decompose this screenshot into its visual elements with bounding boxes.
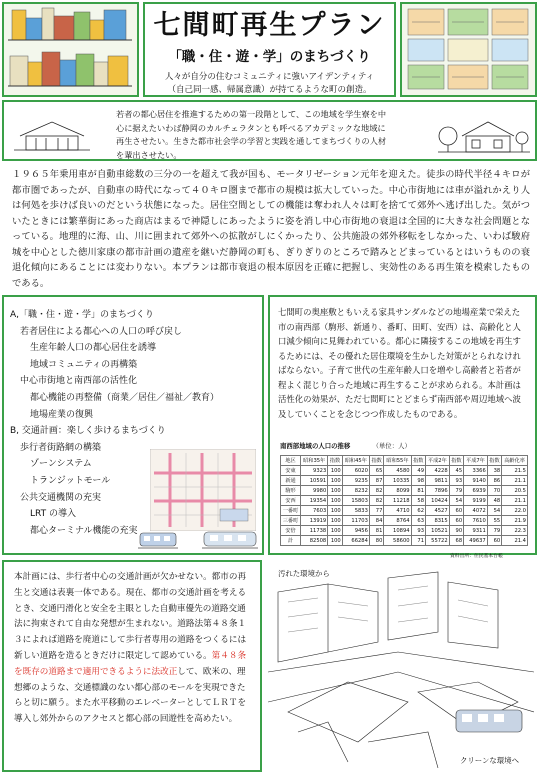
table-cell: 21.1 bbox=[502, 476, 528, 486]
table-cell: 21.5 bbox=[502, 466, 528, 476]
table-cell: 9811 bbox=[426, 476, 450, 486]
street-map bbox=[150, 449, 256, 531]
table-cell: 98 bbox=[411, 476, 425, 486]
table-cell: 7603 bbox=[301, 506, 328, 516]
table-cell: 48 bbox=[487, 496, 501, 506]
plan-list-item: A,「職・住・遊・学」のまちづくり bbox=[10, 310, 154, 320]
table-header-cell: 指数 bbox=[449, 456, 463, 466]
table-cell: 55 bbox=[487, 516, 501, 526]
intro-text: 若者の都心居住を推進するための第一段階として、この地域を学生寮を中心に据えたいわば静岡のカルチェラタンとも呼べるアカデミックな地域に再生させたい。生きた都市社会学の学習と実践を通してまちづくりの人材を輩出させたい。 bbox=[116, 109, 387, 160]
plan-list-item: B, 交通計画：楽しく歩けるまちづくり bbox=[10, 426, 166, 437]
plan-list-item: ゾーンシステム bbox=[30, 459, 92, 470]
table-header-cell: 指数 bbox=[411, 456, 425, 466]
transport-text-after: して、欧米の、理想郷のような、交通標識のない都心部のモールを実現できたらと切に願う。また水平移動のエレベーターとしてＬＲＴを導入し郊外からのアクセスと都心部の回遊性を高めたい。 bbox=[14, 666, 247, 725]
transport-panel bbox=[2, 560, 262, 772]
tram-icon bbox=[202, 529, 258, 551]
table-cell: 100 bbox=[328, 496, 342, 506]
plan-list-item: 都心機能の再整備（商業／居住／福祉／教育） bbox=[30, 392, 220, 403]
header-image-left bbox=[2, 2, 139, 97]
table-cell: 81 bbox=[411, 486, 425, 496]
table-cell: 68 bbox=[449, 536, 463, 546]
table-cell: 84 bbox=[369, 516, 383, 526]
table-title bbox=[280, 441, 411, 450]
table-cell: 62 bbox=[411, 506, 425, 516]
table-cell: 55722 bbox=[426, 536, 450, 546]
table-row bbox=[281, 526, 528, 536]
table-cell: 60 bbox=[449, 506, 463, 516]
table-cell: 45 bbox=[449, 466, 463, 476]
population-table bbox=[280, 455, 528, 546]
house-sketch-right bbox=[436, 106, 531, 158]
table-cell: 9456 bbox=[342, 526, 369, 536]
table-header-cell: 指数 bbox=[487, 456, 501, 466]
page-title: 七間町再生プラン bbox=[153, 10, 386, 41]
table-header-cell: 昭和35年 bbox=[301, 456, 328, 466]
table-cell: 10591 bbox=[301, 476, 328, 486]
table-cell: 82 bbox=[369, 496, 383, 506]
table-cell: 4527 bbox=[426, 506, 450, 516]
table-cell: 13919 bbox=[301, 516, 328, 526]
table-cell: 安倍 bbox=[281, 526, 301, 536]
header-image-right bbox=[400, 2, 537, 97]
table-note: 資料出所：住民基本台帳 bbox=[450, 554, 503, 559]
table-cell: 4710 bbox=[384, 506, 411, 516]
table-cell: 93 bbox=[411, 526, 425, 536]
transport-text-highlight: 第４８条を既存の道路まで適用できるように法改正 bbox=[14, 650, 247, 677]
table-cell: 100 bbox=[328, 506, 342, 516]
table-row bbox=[281, 476, 528, 486]
table-cell: 安西 bbox=[281, 496, 301, 506]
table-cell: 22.0 bbox=[502, 506, 528, 516]
table-cell: 86 bbox=[487, 476, 501, 486]
table-row bbox=[281, 496, 528, 506]
table-cell: 100 bbox=[328, 466, 342, 476]
table-title-text: 南西部地域の人口の推移 bbox=[280, 442, 351, 450]
plan-list-item: LRT の導入 bbox=[30, 509, 76, 520]
table-cell: 11218 bbox=[384, 496, 411, 506]
table-cell: 82508 bbox=[301, 536, 328, 546]
table-header-cell: 指数 bbox=[369, 456, 383, 466]
table-cell: 7610 bbox=[464, 516, 488, 526]
plan-list-item: 都心ターミナル機能の充実 bbox=[30, 525, 138, 536]
table-cell: 80 bbox=[369, 536, 383, 546]
table-header-cell: 平成2年 bbox=[426, 456, 450, 466]
table-cell: 10335 bbox=[384, 476, 411, 486]
table-cell: 79 bbox=[487, 526, 501, 536]
plan-list-item: 歩行者街路網の構築 bbox=[20, 442, 102, 453]
table-cell: 7896 bbox=[426, 486, 450, 496]
table-cell: 10424 bbox=[426, 496, 450, 506]
table-row bbox=[281, 466, 528, 476]
table-cell: 9980 bbox=[301, 486, 328, 496]
table-cell: 90 bbox=[449, 526, 463, 536]
table-cell: 38 bbox=[487, 466, 501, 476]
table-cell: 58600 bbox=[384, 536, 411, 546]
southwest-text: 七間町の奥座敷ともいえる家具サンダルなどの地場産業で栄えた市の南西部（駒形、新通り、番町、田町、安西）は、高齢化と人口減少傾向に見舞われている。都心に隣接するこの地域を再生するためには、その優れた居住環境を生かした対策がとられなければならない。子育て世代の生産年齢人口を増やし高齢者と若者が程よく混じり合った地域に再生することが求められる。本計画は活性化の効果が、ただ七間町にとどまらず南西部や周辺地域へ波及していくことを念じつつ作成したものである。 bbox=[278, 307, 521, 419]
street-scene-illustration bbox=[268, 562, 534, 768]
plan-list-item: 生産年齢人口の都心居住を誘導 bbox=[30, 343, 157, 354]
table-cell: 11738 bbox=[301, 526, 328, 536]
table-body bbox=[281, 466, 528, 546]
table-cell: 21.1 bbox=[502, 496, 528, 506]
title-panel bbox=[143, 2, 396, 97]
table-cell: 4580 bbox=[384, 466, 411, 476]
table-cell: 15803 bbox=[342, 496, 369, 506]
table-cell: 87 bbox=[369, 476, 383, 486]
table-cell: 65 bbox=[369, 466, 383, 476]
table-cell: 9140 bbox=[464, 476, 488, 486]
table-cell: 8232 bbox=[342, 486, 369, 496]
table-cell: 8315 bbox=[426, 516, 450, 526]
tagline-line-1: 人々が自分の住むコミュニティに強いアイデンティティ bbox=[164, 72, 375, 82]
table-cell: 4072 bbox=[464, 506, 488, 516]
intro-panel bbox=[2, 100, 537, 161]
plan-list-item: 若者居住による都心への人口の呼び戻し bbox=[20, 326, 183, 337]
table-header-cell: 高齢化率 bbox=[502, 456, 528, 466]
table-cell: 22.3 bbox=[502, 526, 528, 536]
table-header-cell: 昭和55年 bbox=[384, 456, 411, 466]
table-cell: 9235 bbox=[342, 476, 369, 486]
table-cell: 4228 bbox=[426, 466, 450, 476]
table-row bbox=[281, 486, 528, 496]
southwest-panel bbox=[268, 295, 537, 559]
building-elevation-illustration bbox=[4, 4, 137, 95]
table-cell: 77 bbox=[369, 506, 383, 516]
table-cell: 6020 bbox=[342, 466, 369, 476]
table-cell: 82 bbox=[369, 486, 383, 496]
plan-list-item: 中心市街地と南西部の活性化 bbox=[20, 376, 138, 387]
table-cell: 100 bbox=[328, 476, 342, 486]
plan-list-item: 地域コミュニティの再構築 bbox=[30, 359, 138, 370]
table-header-cell: 平成7年 bbox=[464, 456, 488, 466]
page-subtitle: 「職・住・遊・学」のまちづくり bbox=[168, 49, 371, 65]
table-cell: 10521 bbox=[426, 526, 450, 536]
illustration-panel bbox=[266, 560, 537, 772]
plan-list-panel bbox=[2, 295, 264, 555]
table-header-cell: 地区 bbox=[281, 456, 301, 466]
table-cell: 63 bbox=[411, 516, 425, 526]
table-cell: 5833 bbox=[342, 506, 369, 516]
table-cell: 8764 bbox=[384, 516, 411, 526]
table-cell: 81 bbox=[369, 526, 383, 536]
body-paragraph: １９６５年乗用車が自動車総数の三分の一を超えて我が国も、モータリゼーション元年を迎えた。徒歩の時代半径４キロが都市圏であったが、自動車の時代になって４０キロ圏まで都市の規模は拡大していった。中心市街地には車が溢れかえり人は何処を歩けば良いのだという状態になった。居住空間としての機能は奪われ人々は町を捨てて郊外へ逃げ出した。気がついたときには繁華街にあった商店はまるで神隠しにあったように姿を消し中心市街地の衰退は全国的に大きな社会問題となっている。地理的に海、山、川に囲まれて郊外への拡散がしにくかったり、公共施設の郊外移転をしなかった、いわば駿府城を中心とした徳川家康の都市計画の遺産を継いだ静岡の町も、ぎりぎりのところで踏みとどまっているとはいうものの衰退化傾向にあることには変わりない。本プランは都市衰退の根本原因を正確に把握し、実効性のある再生策を模索したものである。 bbox=[12, 169, 530, 289]
table-cell: 70 bbox=[487, 486, 501, 496]
table-cell: 93 bbox=[449, 476, 463, 486]
table-cell: 新通 bbox=[281, 476, 301, 486]
table-cell: 21.4 bbox=[502, 536, 528, 546]
tram-small-icon bbox=[138, 529, 178, 551]
table-cell: 49 bbox=[411, 466, 425, 476]
table-cell: 100 bbox=[328, 516, 342, 526]
table-header-row bbox=[281, 456, 528, 466]
table-row bbox=[281, 516, 528, 526]
table-row bbox=[281, 506, 528, 516]
tagline-line-2: （自己同一感、帰属意識）が持てるような町の創造。 bbox=[167, 85, 372, 95]
table-cell: 100 bbox=[328, 486, 342, 496]
house-sketch-left bbox=[12, 108, 92, 158]
plan-list-item: 地場産業の復興 bbox=[30, 409, 94, 420]
illustration-label-top: 汚れた環境から bbox=[278, 569, 330, 578]
illustration-label-bottom: クリーンな環境へ bbox=[460, 756, 519, 765]
table-cell: 一番町 bbox=[281, 506, 301, 516]
table-cell: 54 bbox=[449, 496, 463, 506]
table-cell: 20.5 bbox=[502, 486, 528, 496]
table-cell: 駒形 bbox=[281, 486, 301, 496]
plan-list-item: トランジットモール bbox=[30, 475, 111, 486]
table-cell: 49637 bbox=[464, 536, 488, 546]
table-cell: 100 bbox=[328, 536, 342, 546]
transport-text bbox=[14, 570, 252, 728]
transport-text-before: 本計画には、歩行者中心の交通計画が欠かせない。都市の再生と交通は表裏一体である。現在、都市の交通計画を考えるとき、交通円滑化と安全を主眼とした自動車優先の道路交通法に拘束されて自由な発想が生まれない。道路法第４８条１３によれば道路を廃道にして歩行者専用の道路をつくるには新しい道路を造るときだけに限定して認めている。 bbox=[14, 572, 247, 661]
table-header-cell: 昭和45年 bbox=[342, 456, 369, 466]
table-cell: 9311 bbox=[464, 526, 488, 536]
table-cell: 60 bbox=[487, 536, 501, 546]
table-cell: 60 bbox=[449, 516, 463, 526]
table-cell: 9199 bbox=[464, 496, 488, 506]
table-cell: 11703 bbox=[342, 516, 369, 526]
table-cell: 19354 bbox=[301, 496, 328, 506]
floor-plan-illustration bbox=[402, 4, 535, 95]
table-cell: 3366 bbox=[464, 466, 488, 476]
table-header-cell: 指数 bbox=[328, 456, 342, 466]
table-cell: 21.9 bbox=[502, 516, 528, 526]
table-cell: 9323 bbox=[301, 466, 328, 476]
table-cell: 79 bbox=[449, 486, 463, 496]
table-row bbox=[281, 536, 528, 546]
table-cell: 6939 bbox=[464, 486, 488, 496]
plan-list-item: 公共交通機関の充実 bbox=[20, 492, 102, 503]
table-cell: 58 bbox=[411, 496, 425, 506]
table-cell: 8099 bbox=[384, 486, 411, 496]
table-unit: （単位：人） bbox=[372, 442, 411, 450]
table-cell: 安東 bbox=[281, 466, 301, 476]
table-cell: 10894 bbox=[384, 526, 411, 536]
table-cell: 三番町 bbox=[281, 516, 301, 526]
table-cell: 計 bbox=[281, 536, 301, 546]
table-cell: 100 bbox=[328, 526, 342, 536]
table-cell: 71 bbox=[411, 536, 425, 546]
table-cell: 66284 bbox=[342, 536, 369, 546]
table-cell: 54 bbox=[487, 506, 501, 516]
